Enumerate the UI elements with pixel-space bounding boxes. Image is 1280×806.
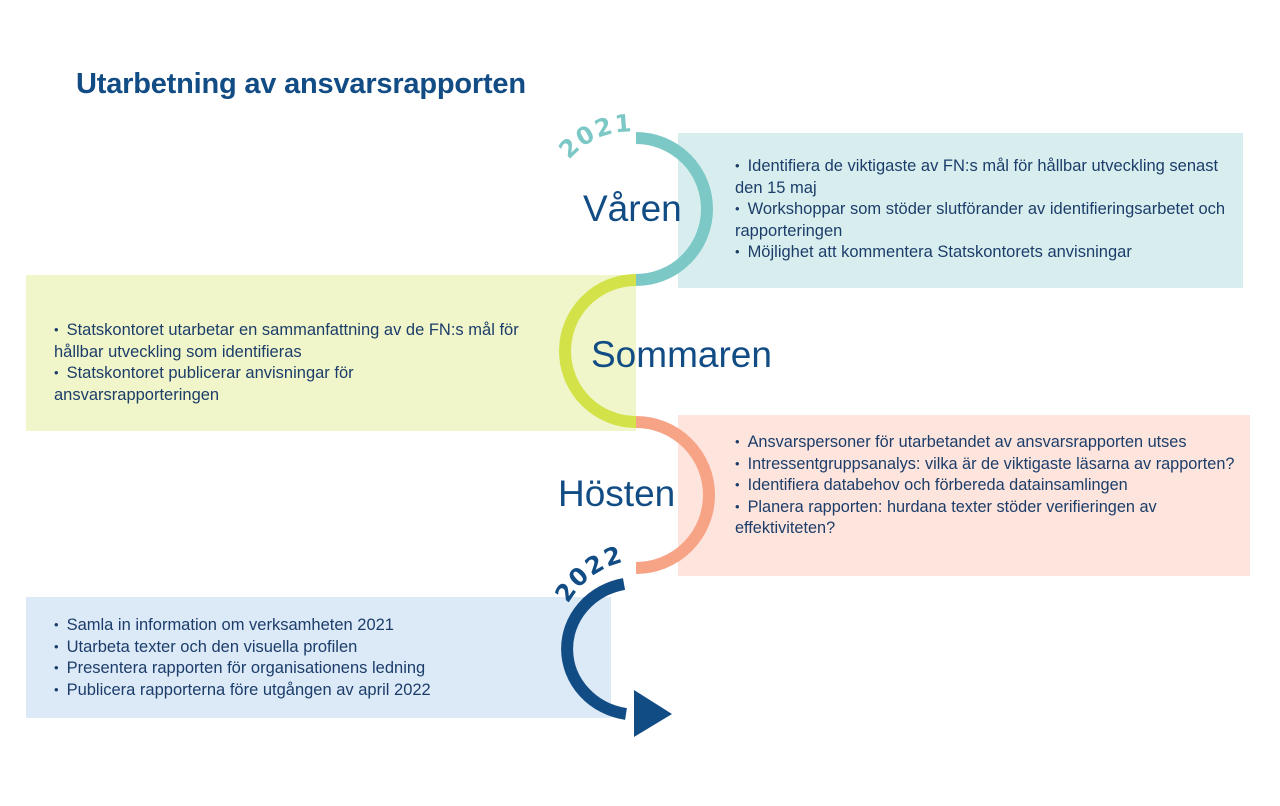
list-item: • Workshoppar som stöder slutförander av identifieringsarbetet och rapporteringen — [735, 199, 1233, 242]
year-2021-label — [553, 109, 633, 164]
list-item: • Ansvarspersoner för utarbetandet av ansvarsrapporten utses — [735, 432, 1240, 454]
list-item: • Identifiera de viktigaste av FN:s mål för hållbar utveckling senast den 15 maj — [735, 156, 1233, 199]
list-item: • Statskontoret utarbetar en sammanfattning av de FN:s mål för hållbar utveckling som identifieras — [54, 320, 534, 363]
list-item: • Möjlighet att kommentera Statskontorets anvisningar — [735, 242, 1233, 264]
season-label-summer: Sommaren — [591, 334, 772, 375]
list-item: • Statskontoret publicerar anvisningar för ansvarsrapporteringen — [54, 363, 394, 406]
list-item: • Identifiera databehov och förbereda datainsamlingen — [735, 475, 1240, 497]
final-arc — [567, 584, 626, 714]
list-item: • Planera rapporten: hurdana texter stöder verifieringen av effektiviteten? — [735, 497, 1240, 540]
list-item: • Intressentgruppsanalys: vilka är de viktigaste läsarna av rapporten? — [735, 454, 1240, 476]
list-item: • Presentera rapporten för organisationens ledning — [54, 658, 601, 680]
season-label-spring: Våren — [583, 188, 682, 229]
list-item: • Publicera rapporterna före utgången av april 2022 — [54, 680, 601, 702]
page-title: Utarbetning av ansvarsrapporten — [76, 68, 526, 100]
year-2021-text: 2021 — [553, 109, 634, 165]
year-2022-text: 2022 — [549, 540, 627, 608]
list-item: • Utarbeta texter och den visuella profilen — [54, 637, 601, 659]
season-label-autumn: Hösten — [558, 473, 676, 514]
list-item: • Samla in information om verksamheten 2021 — [54, 615, 601, 637]
arrow-head-icon — [634, 690, 672, 737]
